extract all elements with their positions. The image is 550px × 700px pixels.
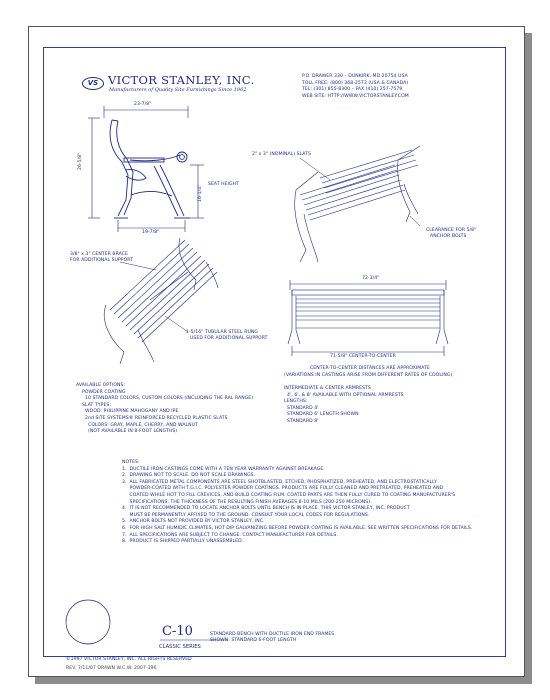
options-line: LENGTHS: xyxy=(284,399,308,405)
note-item: 1. DUCTILE IRON CASTINGS COME WITH A TEN YEAR WARRANTY AGAINST BREAKAGE. xyxy=(122,466,325,472)
model-number: C-10 xyxy=(162,624,193,639)
options-line: COLORS: GRAY, MAPLE, CHERRY, AND WALNUT xyxy=(76,422,198,428)
victor-stanley-logo-icon: VS xyxy=(82,77,104,90)
callout-brace-1: 3/8" x 3" CENTER BRACE xyxy=(70,252,128,257)
seat-height-label: SEAT HEIGHT xyxy=(208,182,239,187)
title-circle xyxy=(66,600,110,644)
callout-leader-lines xyxy=(120,158,420,332)
options-line: WOOD: PHILIPPINE MAHOGANY AND IPE xyxy=(76,409,179,415)
callout-slats: 2" x 3" (NOMINAL) SLATS xyxy=(252,152,311,157)
callout-tubular-2: USED FOR ADDITIONAL SUPPORT xyxy=(190,336,268,341)
note-item: 4. IT IS NOT RECOMMENDED TO LOCATE ANCHOR BOLTS UNTIL BENCH IS IN PLACE. THIS VICTOR STANLEY, INC. PRODUCT xyxy=(122,506,410,512)
options-line: 2nd SITE SYSTEMS® REINFORCED RECYCLED PLASTIC SLATS xyxy=(76,415,228,421)
notes-title: NOTES: xyxy=(122,460,140,465)
dim-base-width: 19-7/8" xyxy=(142,230,160,235)
note-item: 3. ALL FABRICATED METAL COMPONENTS ARE STEEL SHOTBLASTED, ETCHED, PHOSPHATIZED, PREHEATED, AND ELECTROSTATICALLY xyxy=(122,479,437,485)
note-item: 7. ALL SPECIFICATIONS ARE SUBJECT TO CHANGE. CONTACT MANUFACTURER FOR DETAILS. xyxy=(122,532,338,538)
company-name: VICTOR STANLEY, INC. xyxy=(108,73,255,87)
options-line: INTERMEDIATE & CENTER ARMRESTS xyxy=(284,386,371,391)
note-item: SPECIFICATIONS. THE THICKNESS OF THE RESULTING FINISH AVERAGES 8-10 MILS (200-250 MICRONS). xyxy=(122,499,372,505)
available-options xyxy=(76,383,253,436)
options-line: STANDARD 6' LENGTH SHOWN xyxy=(284,412,359,418)
callout-brace-2: FOR ADDITIONAL SUPPORT xyxy=(70,258,134,263)
note-item: 5. ANCHOR BOLTS NOT PROVIDED BY VICTOR STANLEY, INC. xyxy=(122,519,265,525)
callout-tubular-1: 1-5/16" TUBULAR STEEL RUNG xyxy=(186,330,259,335)
description-line-2: SHOWN: STANDARD 6-FOOT LENGTH xyxy=(210,638,297,643)
note-item: MUST BE PERMANENTLY AFFIXED TO THE GROUND. CONSULT YOUR LOCAL CODES FOR REGULATIONS. xyxy=(122,512,370,518)
series-name: CLASSIC SERIES xyxy=(159,644,201,650)
dim-side-depth: 23-7/8" xyxy=(134,102,152,107)
callout-clearance-2: ANCHOR BOLTS xyxy=(430,234,467,239)
dim-seat-height: 16-1/4" xyxy=(198,184,203,202)
side-view-end-frame xyxy=(110,120,190,218)
contact-tel-fax: TEL: (301) 855-8300 – FAX (410) 257-7579 xyxy=(302,87,403,93)
note-item: 2. DRAWING NOT TO SCALE. DO NOT SCALE DRAWINGS. xyxy=(122,473,256,479)
front-elevation xyxy=(288,280,448,356)
dim-overall-length: 72-3/4" xyxy=(362,276,380,281)
options-line: 4', 6', & 8' AVAILABLE WITH OPTIONAL ARMRESTS xyxy=(284,392,404,398)
options-line: (NOT AVAILABLE IN 8-FOOT LENGTHS) xyxy=(76,429,178,435)
description-line-1: STANDARD BENCH WITH DUCTILE IRON END FRAMES xyxy=(210,632,335,637)
options-line: AVAILABLE OPTIONS: xyxy=(76,383,126,388)
dim-side-height: 26-5/8" xyxy=(78,152,83,170)
note-item: 8. PRODUCT IS SHIPPED PARTIALLY UNASSEMBLED. xyxy=(122,539,244,545)
isometric-bench-top xyxy=(295,146,420,262)
contact-tollfree: TOLL FREE: (800) 368-2573 (USA & CANADA) xyxy=(302,80,409,86)
options-line: STANDARD 4' xyxy=(284,405,319,411)
armrest-length-options xyxy=(284,386,404,426)
options-line: POWDER COATING xyxy=(76,389,126,395)
contact-website: WEB SITE: HTTP://WWW.VICTORSTANLEY.COM xyxy=(302,93,409,99)
options-line: STANDARD 8' xyxy=(284,418,319,424)
center-note-1: CENTER-TO-CENTER DISTANCES ARE APPROXIMATE xyxy=(310,366,430,371)
notes-block xyxy=(122,460,472,546)
callout-clearance-1: CLEARANCE FOR 5/8" xyxy=(426,228,477,233)
revision-line: REV. 7/11/07 DRAWN W.C.W. 2007-396 xyxy=(66,666,157,671)
dim-center-to-center: 71-5/8" CENTER-TO-CENTER xyxy=(330,354,396,359)
side-view-dimension-lines xyxy=(88,106,204,232)
note-item: POWDER-COATED WITH T.G.I.C. POLYESTER POWDER COATINGS. PRODUCTS ARE FULLY CLEANED AND PRETREATED, PREHEATED AND xyxy=(122,486,444,492)
note-item: COATED WHILE HOT TO FILL CREVICES, AND BUILD COATING FILM. COATED PARTS ARE THEN FULLY CURED TO COATING MANUFACTURER'S xyxy=(122,492,456,498)
contact-address: P.O. DRAWER 330 – DUNKIRK, MD 20754 USA xyxy=(302,74,408,79)
center-note-2: (VARIATIONS IN CASTINGS ARISE FROM DIFFERENT RATES OF COOLING) xyxy=(284,373,453,378)
copyright-line: ©1997 VICTOR STANLEY, INC. ALL RIGHTS RESERVED xyxy=(66,657,192,662)
options-line: 10 STANDARD COLORS, CUSTOM COLORS (INCLUDING THE RAL RANGE) xyxy=(76,396,254,402)
company-tagline: Manufacturers of Quality Site Furnishings Since 1962 xyxy=(109,87,247,93)
note-item: 6. FOR HIGH SALT HUMIDIC CLIMATES, HOT DIP GALVANIZING BEFORE POWDER COATING IS AVAILABLE. SEE WRITTEN SPECIFICATIONS FOR DETAILS. xyxy=(122,525,473,531)
options-line: SLAT TYPES: xyxy=(76,402,111,408)
